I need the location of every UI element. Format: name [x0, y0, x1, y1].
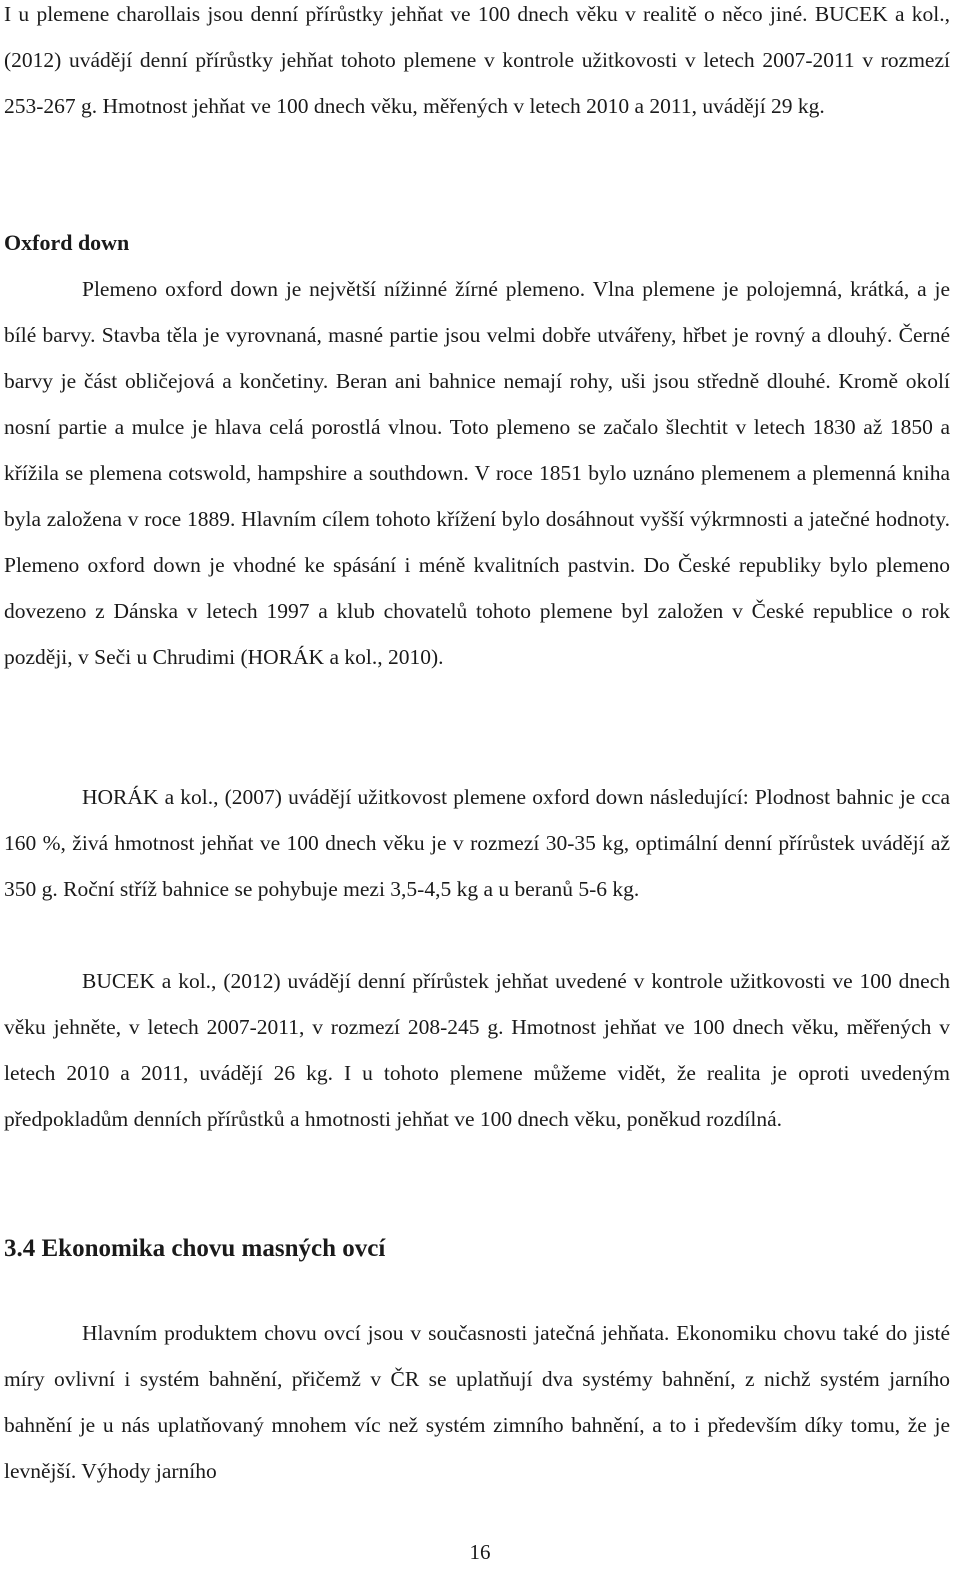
page-number: 16 — [469, 1540, 491, 1564]
paragraph-oxford-description: Plemeno oxford down je největší nížinné žírné plemeno. Vlna plemene je polojemná, krátká, a je bílé barvy. Stavba těla je vyrovnaná, masné partie jsou velmi dobře utvářeny, hřbet je rovný a dlouhý. Černé barvy je část obličejová a končetiny. Beran ani bahnice nemají rohy, uši jsou středně dlouhé. Kromě okolí nosní partie a mulce je hlava celá porostlá vlnou. Toto plemeno se začalo šlechtit v letech 1830 až 1850 a křížila se plemena cotswold, hampshire a southdown. V roce 1851 bylo uznáno plemenem a plemenná kniha byla založena v roce 1889. Hlavním cílem tohoto křížení bylo dosáhnout vyšší výkrmnosti a jatečné hodnoty. Plemeno oxford down je vhodné ke spásání i méně kvalitních pastvin. Do České republiky bylo plemeno dovezeno z Dánska v letech 1997 a klub chovatelů tohoto plemene byl založen v České republice o rok později, v Seči u Chrudimi (HORÁK a kol., 2010). — [4, 277, 950, 669]
paragraph-charollais-summary: I u plemene charollais jsou denní přírůstky jehňat ve 100 dnech věku v realitě o něco jiné. BUCEK a kol., (2012) uvádějí denní přírůstky jehňat tohoto plemene v kontrole užitkovosti v letech 2007-2011 v rozmezí 253-267 g. Hmotnost jehňat ve 100 dnech věku, měřených v letech 2010 a 2011, uvádějí 29 kg. — [4, 2, 950, 118]
heading-oxford-down: Oxford down — [4, 230, 130, 255]
section-heading-economics: 3.4 Ekonomika chovu masných ovcí — [4, 1235, 386, 1262]
paragraph-economics-intro: Hlavním produktem chovu ovcí jsou v současnosti jatečná jehňata. Ekonomiku chovu také do jisté míry ovlivní i systém bahnění, přičemž v ČR se uplatňují dva systémy bahnění, z nichž systém jarního bahnění je u nás uplatňovaný mnohem víc než systém zimního bahnění, a to i především díky tomu, že je levnější. Výhody jarního — [4, 1321, 950, 1483]
paragraph-bucek-gains: BUCEK a kol., (2012) uvádějí denní přírůstek jehňat uvedené v kontrole užitkovosti ve 100 dnech věku jehněte, v letech 2007-2011, v rozmezí 208-245 g. Hmotnost jehňat ve 100 dnech věku, měřených v letech 2010 a 2011, uvádějí 26 kg. I u tohoto plemene můžeme vidět, že realita je oproti uvedeným předpokladům denních přírůstků a hmotnosti jehňat ve 100 dnech věku, poněkud rozdílná. — [4, 969, 950, 1131]
paragraph-horak-performance: HORÁK a kol., (2007) uvádějí užitkovost plemene oxford down následující: Plodnost bahnic je cca 160 %, živá hmotnost jehňat ve 100 dnech věku je v rozmezí 30-35 kg, optimální denní přírůstek uvádějí až 350 g. Roční stříž bahnice se pohybuje mezi 3,5-4,5 kg a u beranů 5-6 kg. — [4, 785, 950, 901]
